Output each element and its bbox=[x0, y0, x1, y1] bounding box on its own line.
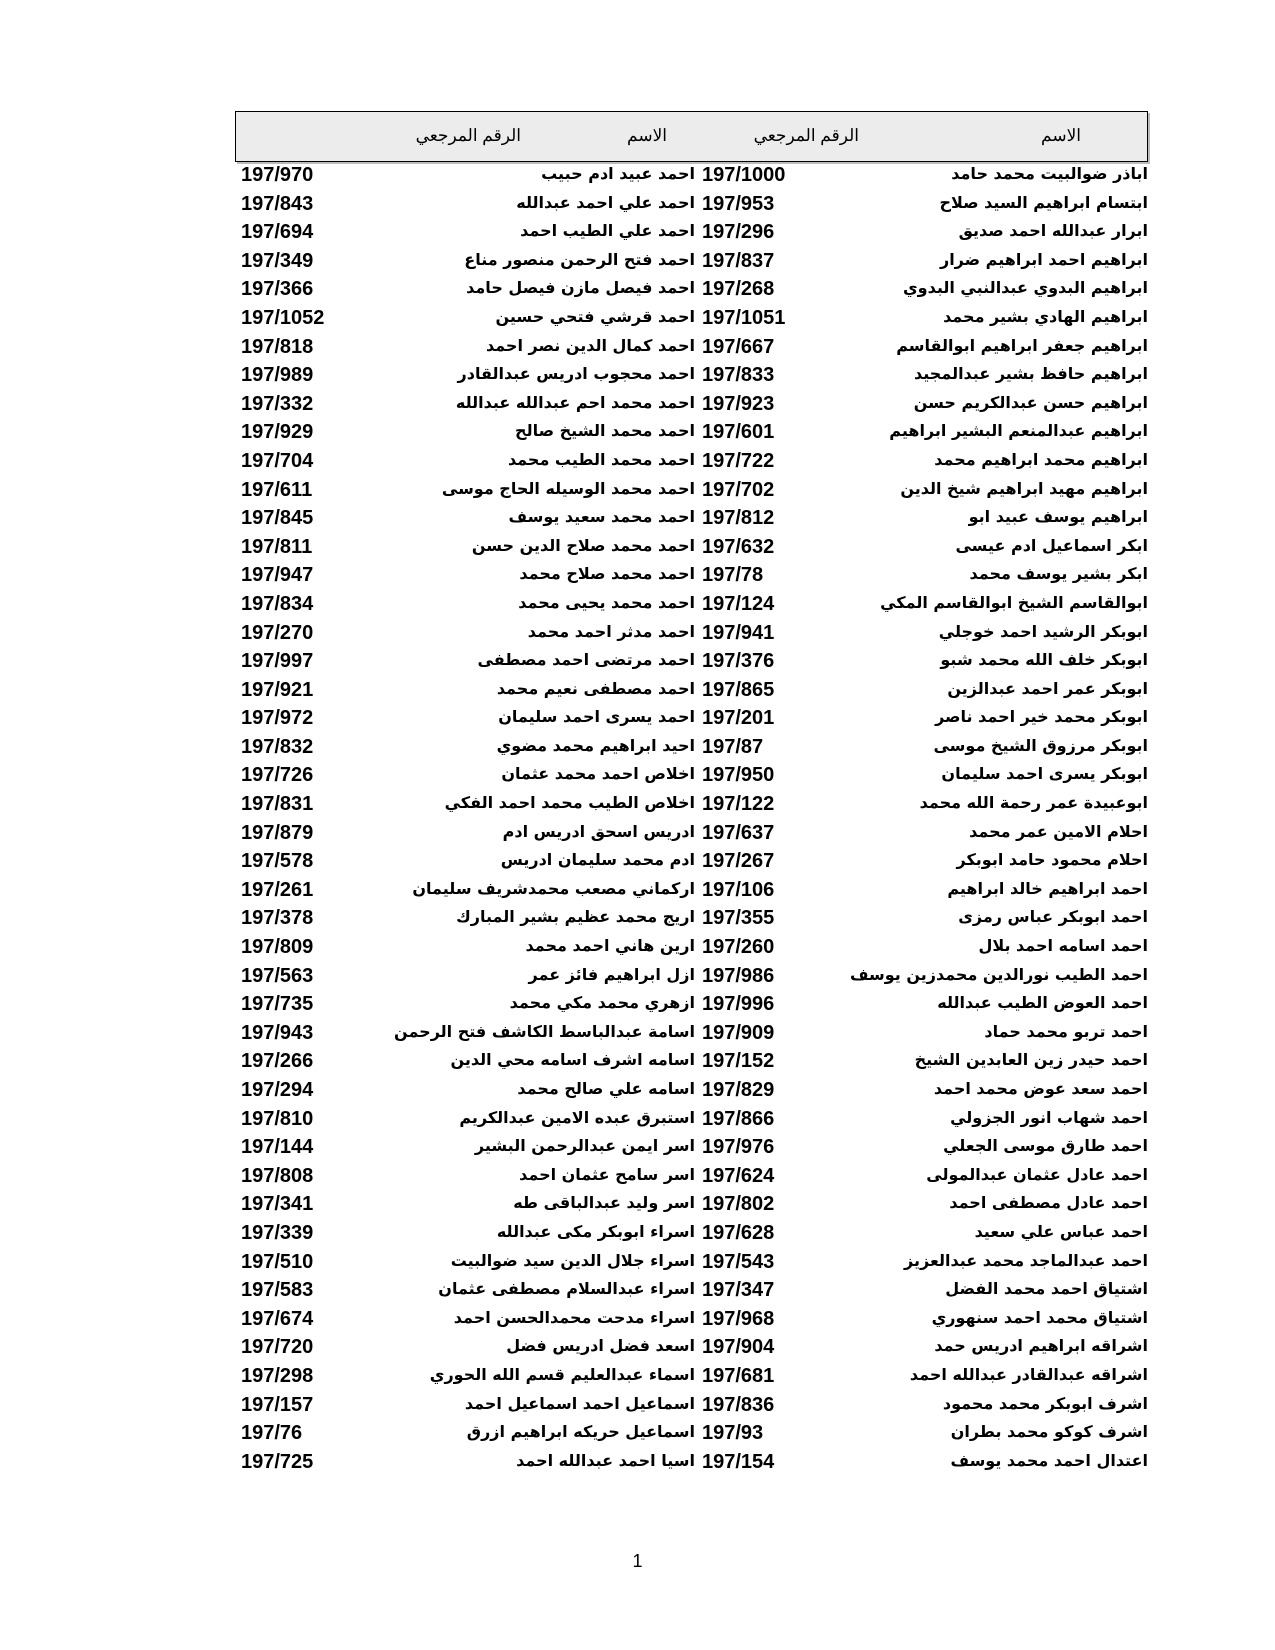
name-cell: احمد حيدر زين العابدين الشيخ bbox=[914, 1050, 1148, 1070]
reference-number-cell: 197/332 bbox=[241, 392, 314, 415]
table-row bbox=[0, 592, 1275, 621]
table-row bbox=[0, 1421, 1275, 1450]
reference-number-cell: 197/637 bbox=[702, 821, 775, 844]
table-row bbox=[0, 563, 1275, 592]
name-cell: اريج محمد عظيم بشير المبارك bbox=[456, 907, 695, 927]
name-cell: اسيا احمد عبدالله احمد bbox=[516, 1450, 695, 1470]
reference-number-cell: 197/1000 bbox=[702, 164, 786, 186]
reference-number-cell: 197/1052 bbox=[241, 306, 325, 329]
name-cell: ابكر اسماعيل ادم عيسى bbox=[955, 535, 1148, 555]
table-row bbox=[0, 1164, 1275, 1193]
reference-number-cell: 197/624 bbox=[702, 1164, 775, 1187]
reference-number-cell: 197/866 bbox=[702, 1107, 775, 1130]
table-row bbox=[0, 1192, 1275, 1221]
table-row bbox=[0, 621, 1275, 650]
name-cell: ابراهيم جعفر ابراهيم ابوالقاسم bbox=[896, 335, 1148, 355]
reference-number-cell: 197/865 bbox=[702, 678, 775, 701]
table-row bbox=[0, 163, 1275, 192]
name-cell: احمد العوض الطيب عبدالله bbox=[937, 993, 1148, 1013]
reference-number-cell: 197/997 bbox=[241, 650, 314, 673]
reference-number-cell: 197/294 bbox=[241, 1079, 314, 1101]
reference-number-cell: 197/812 bbox=[702, 507, 775, 530]
name-cell: احمد عادل عثمان عبدالمولى bbox=[926, 1164, 1148, 1184]
name-cell: اخلاص الطيب محمد احمد الفكي bbox=[444, 793, 695, 813]
reference-number-cell: 197/831 bbox=[241, 793, 314, 816]
name-cell: ابراهيم حافظ بشير عبدالمجيد bbox=[914, 364, 1148, 384]
name-cell: احمد محجوب ادريس عبدالقادر bbox=[457, 364, 695, 384]
table-row bbox=[0, 649, 1275, 678]
name-cell: ابوالقاسم الشيخ ابوالقاسم المكي bbox=[880, 592, 1148, 612]
table-row bbox=[0, 1049, 1275, 1078]
name-cell: اخلاص احمد محمد عثمان bbox=[501, 764, 695, 784]
name-column-header-2: الاسم bbox=[627, 126, 667, 145]
name-cell: احمد قرشي فتحي حسين bbox=[495, 306, 695, 326]
table-row bbox=[0, 1221, 1275, 1250]
table-row bbox=[0, 678, 1275, 707]
table-row bbox=[0, 906, 1275, 935]
table-row bbox=[0, 306, 1275, 335]
reference-number-cell: 197/349 bbox=[241, 249, 314, 272]
name-cell: احمد الطيب نورالدين محمدزين يوسف bbox=[849, 964, 1148, 984]
reference-number-cell: 197/947 bbox=[241, 564, 314, 587]
table-row bbox=[0, 964, 1275, 993]
name-cell: اشتياق محمد احمد سنهوري bbox=[931, 1307, 1148, 1327]
reference-number-cell: 197/725 bbox=[241, 1450, 314, 1473]
reference-number-cell: 197/837 bbox=[702, 249, 775, 272]
name-cell: ابكر بشير يوسف محمد bbox=[969, 564, 1148, 584]
table-row bbox=[0, 335, 1275, 364]
reference-number-cell: 197/904 bbox=[702, 1336, 775, 1359]
name-cell: احمد عباس علي سعيد bbox=[974, 1221, 1148, 1241]
reference-number-cell: 197/970 bbox=[241, 164, 314, 186]
table-row bbox=[0, 1335, 1275, 1364]
reference-number-cell: 197/628 bbox=[702, 1221, 775, 1244]
table-row bbox=[0, 478, 1275, 507]
name-cell: احمد محمد الوسيله الحاج موسى bbox=[441, 478, 695, 498]
name-cell: احمد محمد صلاح الدين حسن bbox=[471, 535, 695, 555]
reference-number-cell: 197/989 bbox=[241, 364, 314, 387]
name-cell: اسر وليد عبدالباقى طه bbox=[513, 1193, 695, 1213]
name-cell: احمد محمد الشيخ صالح bbox=[515, 421, 695, 441]
reference-number-cell: 197/78 bbox=[702, 564, 764, 587]
name-cell: احمد سعد عوض محمد احمد bbox=[933, 1079, 1148, 1098]
name-cell: ابراهيم حسن عبدالكريم حسن bbox=[913, 392, 1148, 412]
reference-number-cell: 197/811 bbox=[241, 535, 313, 558]
name-cell: ابراهيم الهادي بشير محمد bbox=[943, 306, 1148, 326]
name-cell: احمد ابوبكر عباس رمزى bbox=[958, 907, 1148, 927]
ref-column-header-1: الرقم المرجعي bbox=[753, 126, 859, 145]
reference-number-cell: 197/681 bbox=[702, 1364, 775, 1387]
reference-number-cell: 197/543 bbox=[702, 1250, 775, 1273]
reference-number-cell: 197/124 bbox=[702, 592, 775, 615]
reference-number-cell: 197/879 bbox=[241, 821, 314, 844]
table-row bbox=[0, 735, 1275, 764]
name-cell: اشرف ابوبكر محمد محمود bbox=[942, 1393, 1148, 1413]
reference-number-cell: 197/667 bbox=[702, 335, 775, 358]
reference-number-cell: 197/735 bbox=[241, 993, 314, 1016]
table-row bbox=[0, 449, 1275, 478]
reference-number-cell: 197/976 bbox=[702, 1136, 775, 1159]
name-cell: احمد محمد يحيى محمد bbox=[518, 592, 695, 612]
reference-number-cell: 197/702 bbox=[702, 478, 775, 501]
reference-number-cell: 197/510 bbox=[241, 1250, 314, 1273]
name-cell: ابوبكر خلف الله محمد شبو bbox=[940, 650, 1148, 670]
name-cell: اشراقه ابراهيم ادريس حمد bbox=[934, 1336, 1148, 1356]
reference-number-cell: 197/720 bbox=[241, 1336, 314, 1359]
reference-number-cell: 197/298 bbox=[241, 1364, 314, 1387]
name-cell: ابراهيم احمد ابراهيم ضرار bbox=[939, 249, 1148, 269]
reference-number-cell: 197/152 bbox=[702, 1050, 775, 1073]
name-cell: اسامه علي صالح محمد bbox=[517, 1079, 695, 1098]
table-row bbox=[0, 849, 1275, 878]
name-cell: احمد محمد الطيب محمد bbox=[507, 449, 695, 469]
table-row bbox=[0, 1393, 1275, 1422]
reference-number-cell: 197/578 bbox=[241, 850, 314, 873]
table-row bbox=[0, 1135, 1275, 1164]
reference-number-cell: 197/836 bbox=[702, 1393, 775, 1416]
table-row bbox=[0, 420, 1275, 449]
reference-number-cell: 197/996 bbox=[702, 993, 775, 1016]
table-row bbox=[0, 277, 1275, 306]
table-body bbox=[0, 163, 1275, 1478]
reference-number-cell: 197/968 bbox=[702, 1307, 775, 1330]
table-row bbox=[0, 220, 1275, 249]
reference-number-cell: 197/923 bbox=[702, 392, 775, 415]
reference-number-cell: 197/929 bbox=[241, 421, 314, 444]
name-cell: احلام محمود حامد ابوبكر bbox=[956, 850, 1148, 870]
reference-number-cell: 197/694 bbox=[241, 221, 314, 244]
reference-number-cell: 197/802 bbox=[702, 1193, 775, 1216]
reference-number-cell: 197/986 bbox=[702, 964, 775, 987]
reference-number-cell: 197/845 bbox=[241, 507, 314, 530]
reference-number-cell: 197/832 bbox=[241, 735, 314, 758]
reference-number-cell: 197/808 bbox=[241, 1164, 314, 1187]
name-cell: اباذر ضوالبيت محمد حامد bbox=[951, 164, 1148, 183]
reference-number-cell: 197/818 bbox=[241, 335, 314, 358]
reference-number-cell: 197/611 bbox=[241, 478, 313, 501]
ref-column-header-2: الرقم المرجعي bbox=[415, 126, 521, 145]
name-cell: احمد علي الطيب احمد bbox=[520, 221, 695, 241]
reference-number-cell: 197/366 bbox=[241, 278, 314, 301]
reference-number-cell: 197/157 bbox=[241, 1393, 314, 1416]
reference-number-cell: 197/809 bbox=[241, 936, 314, 959]
table-row bbox=[0, 1364, 1275, 1393]
table-row bbox=[0, 1250, 1275, 1279]
reference-number-cell: 197/106 bbox=[702, 878, 775, 901]
name-cell: اسامة عبدالباسط الكاشف فتح الرحمن bbox=[394, 1021, 695, 1041]
name-cell: احيد ابراهيم محمد مضوي bbox=[496, 735, 695, 755]
name-cell: اشراقه عبدالقادر عبدالله احمد bbox=[909, 1364, 1148, 1384]
table-row bbox=[0, 1107, 1275, 1136]
name-cell: ابوبكر محمد خير احمد ناصر bbox=[935, 707, 1148, 727]
reference-number-cell: 197/950 bbox=[702, 764, 775, 787]
name-cell: ازهري محمد مكي محمد bbox=[509, 993, 695, 1013]
table-row bbox=[0, 1021, 1275, 1050]
name-cell: اسراء مدحت محمدالحسن احمد bbox=[453, 1307, 695, 1327]
table-row bbox=[0, 1450, 1275, 1479]
table-row bbox=[0, 763, 1275, 792]
table-row bbox=[0, 1278, 1275, 1307]
name-cell: ابوبكر يسرى احمد سليمان bbox=[941, 764, 1148, 784]
name-cell: احمد اسامه احمد بلال bbox=[978, 936, 1148, 956]
reference-number-cell: 197/355 bbox=[702, 907, 775, 930]
name-cell: احمد عادل مصطفى احمد bbox=[949, 1193, 1148, 1213]
name-cell: اسماء عبدالعليم قسم الله الحوري bbox=[429, 1364, 695, 1384]
reference-number-cell: 197/270 bbox=[241, 621, 314, 644]
page-number: 1 bbox=[632, 1551, 643, 1571]
name-cell: اسماعيل احمد اسماعيل احمد bbox=[464, 1393, 695, 1413]
name-cell: ارين هاني احمد محمد bbox=[525, 936, 695, 956]
name-cell: ابوبكر مرزوق الشيخ موسى bbox=[933, 735, 1148, 755]
name-cell: ادريس اسحق ادريس ادم bbox=[502, 821, 695, 841]
reference-number-cell: 197/943 bbox=[241, 1021, 314, 1044]
name-cell: احمد طارق موسى الجعلي bbox=[943, 1136, 1148, 1156]
reference-number-cell: 197/341 bbox=[241, 1193, 314, 1216]
table-row bbox=[0, 706, 1275, 735]
name-cell: احمد عبدالماجد محمد عبدالعزيز bbox=[904, 1250, 1148, 1270]
reference-number-cell: 197/261 bbox=[241, 878, 314, 901]
name-cell: ابراهيم عبدالمنعم البشير ابراهيم bbox=[889, 421, 1148, 441]
name-cell: ابراهيم مهيد ابراهيم شيخ الدين bbox=[900, 478, 1148, 498]
reference-number-cell: 197/722 bbox=[702, 449, 775, 472]
reference-number-cell: 197/1051 bbox=[702, 306, 786, 329]
name-cell: ابوعبيدة عمر رحمة الله محمد bbox=[919, 793, 1148, 813]
reference-number-cell: 197/266 bbox=[241, 1050, 314, 1073]
name-cell: احمد مرتضى احمد مصطفى bbox=[477, 650, 695, 670]
name-cell: احمد علي احمد عبدالله bbox=[516, 192, 695, 212]
name-cell: استبرق عبده الامين عبدالكريم bbox=[459, 1107, 695, 1127]
name-cell: ابتسام ابراهيم السيد صلاح bbox=[939, 192, 1148, 212]
reference-number-cell: 197/201 bbox=[702, 707, 775, 730]
table-row bbox=[0, 506, 1275, 535]
name-cell: ابراهيم البدوي عبدالنبي البدوي bbox=[902, 278, 1148, 298]
name-cell: اسراء عبدالسلام مصطفى عثمان bbox=[438, 1279, 695, 1299]
reference-number-cell: 197/632 bbox=[702, 535, 775, 558]
name-cell: احمد مدثر احمد محمد bbox=[527, 621, 695, 641]
table-row bbox=[0, 992, 1275, 1021]
reference-number-cell: 197/941 bbox=[702, 621, 775, 644]
name-cell: ادم محمد سليمان ادريس bbox=[500, 850, 695, 870]
name-cell: اسر سامح عثمان احمد bbox=[519, 1164, 695, 1184]
reference-number-cell: 197/122 bbox=[702, 793, 775, 816]
name-cell: ابوبكر الرشيد احمد خوجلي bbox=[938, 621, 1148, 641]
reference-number-cell: 197/93 bbox=[702, 1422, 764, 1445]
reference-number-cell: 197/76 bbox=[241, 1422, 303, 1445]
reference-number-cell: 197/601 bbox=[702, 421, 775, 444]
name-cell: احمد ابراهيم خالد ابراهيم bbox=[947, 878, 1148, 898]
name-cell: احمد فيصل مازن فيصل حامد bbox=[466, 278, 695, 298]
name-cell: اركماني مصعب محمدشريف سليمان bbox=[412, 878, 695, 898]
name-cell: اسر ايمن عبدالرحمن البشير bbox=[474, 1136, 695, 1156]
name-cell: اسراء ابوبكر مكى عبدالله bbox=[496, 1221, 695, 1241]
name-cell: ابراهيم يوسف عبيد ابو bbox=[968, 507, 1148, 527]
reference-number-cell: 197/726 bbox=[241, 764, 314, 787]
reference-number-cell: 197/972 bbox=[241, 707, 314, 730]
reference-number-cell: 197/376 bbox=[702, 650, 775, 673]
reference-number-cell: 197/378 bbox=[241, 907, 314, 930]
reference-number-cell: 197/909 bbox=[702, 1021, 775, 1044]
name-cell: احمد محمد سعيد يوسف bbox=[508, 507, 695, 527]
reference-number-cell: 197/144 bbox=[241, 1136, 314, 1159]
name-cell: ازل ابراهيم فائز عمر bbox=[528, 964, 695, 984]
table-header bbox=[235, 111, 1148, 162]
reference-number-cell: 197/829 bbox=[702, 1079, 775, 1101]
reference-number-cell: 197/834 bbox=[241, 592, 314, 615]
reference-number-cell: 197/268 bbox=[702, 278, 775, 301]
reference-number-cell: 197/843 bbox=[241, 192, 314, 215]
table-row bbox=[0, 878, 1275, 907]
reference-number-cell: 197/833 bbox=[702, 364, 775, 387]
name-cell: اشرف كوكو محمد بطران bbox=[950, 1422, 1148, 1442]
name-cell: اسماعيل حريكه ابراهيم ازرق bbox=[466, 1422, 695, 1442]
reference-number-cell: 197/347 bbox=[702, 1279, 775, 1302]
name-cell: اشتياق احمد محمد الفضل bbox=[945, 1279, 1148, 1299]
name-cell: ابوبكر عمر احمد عبدالزين bbox=[947, 678, 1148, 698]
table-row bbox=[0, 1078, 1275, 1107]
table-row bbox=[0, 392, 1275, 421]
table-row bbox=[0, 249, 1275, 278]
name-cell: احمد يسرى احمد سليمان bbox=[498, 707, 695, 727]
reference-number-cell: 197/296 bbox=[702, 221, 775, 244]
name-column-header-1: الاسم bbox=[1041, 126, 1081, 145]
reference-number-cell: 197/339 bbox=[241, 1221, 314, 1244]
name-cell: احمد مصطفى نعيم محمد bbox=[496, 678, 695, 698]
reference-number-cell: 197/810 bbox=[241, 1107, 314, 1130]
name-cell: احمد شهاب انور الجزولي bbox=[950, 1107, 1148, 1127]
name-cell: احمد عبيد ادم حبيب bbox=[541, 164, 695, 183]
reference-number-cell: 197/674 bbox=[241, 1307, 314, 1330]
table-row bbox=[0, 792, 1275, 821]
reference-number-cell: 197/154 bbox=[702, 1450, 775, 1473]
name-cell: احمد تربو محمد حماد bbox=[984, 1021, 1148, 1041]
reference-number-cell: 197/267 bbox=[702, 850, 775, 873]
table-row bbox=[0, 363, 1275, 392]
name-cell: احلام الامين عمر محمد bbox=[969, 821, 1148, 841]
reference-number-cell: 197/921 bbox=[241, 678, 314, 701]
table-row bbox=[0, 935, 1275, 964]
reference-number-cell: 197/704 bbox=[241, 449, 314, 472]
name-cell: اسامه اشرف اسامه محي الدين bbox=[450, 1050, 695, 1070]
table-row bbox=[0, 1307, 1275, 1336]
name-cell: اسراء جلال الدين سيد ضوالبيت bbox=[450, 1250, 695, 1270]
name-cell: احمد فتح الرحمن منصور مناع bbox=[464, 249, 695, 269]
reference-number-cell: 197/260 bbox=[702, 936, 775, 959]
table-row bbox=[0, 535, 1275, 564]
table-row bbox=[0, 821, 1275, 850]
name-cell: احمد محمد صلاح محمد bbox=[519, 564, 695, 584]
name-cell: اسعد فضل ادريس فضل bbox=[506, 1336, 695, 1356]
reference-number-cell: 197/953 bbox=[702, 192, 775, 215]
reference-number-cell: 197/583 bbox=[241, 1279, 314, 1302]
table-row bbox=[0, 192, 1275, 221]
name-cell: ابرار عبدالله احمد صديق bbox=[958, 221, 1148, 241]
name-cell: ابراهيم محمد ابراهيم محمد bbox=[934, 449, 1148, 469]
name-cell: اعتدال احمد محمد يوسف bbox=[950, 1450, 1148, 1470]
reference-number-cell: 197/563 bbox=[241, 964, 314, 987]
name-cell: احمد كمال الدين نصر احمد bbox=[485, 335, 695, 355]
reference-number-cell: 197/87 bbox=[702, 735, 764, 758]
name-cell: احمد محمد احم عبدالله عبدالله bbox=[455, 392, 695, 412]
